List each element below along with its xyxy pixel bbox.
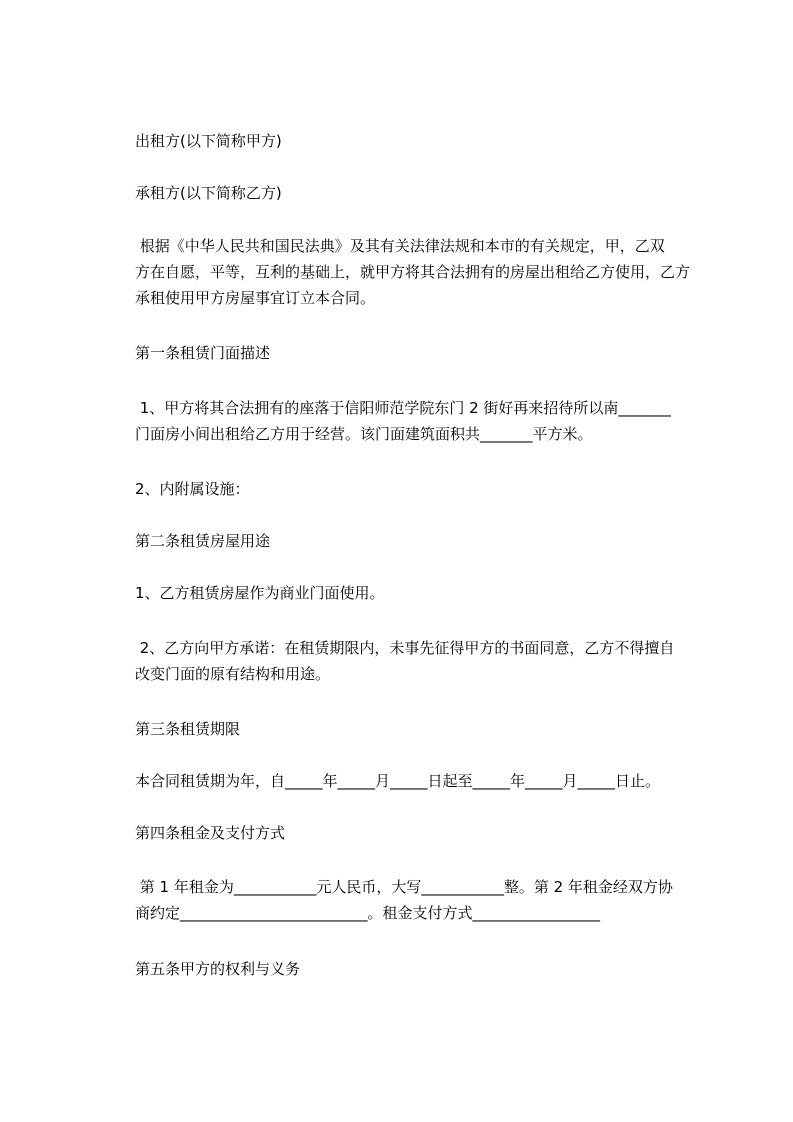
lessee-line — [135, 180, 715, 206]
text-line: 出租方(以下简称甲方) — [135, 132, 282, 150]
text-line: 2、内附属设施： — [135, 480, 250, 498]
article2-item1-paragraph — [135, 580, 715, 606]
heading-text: 第四条租金及支付方式 — [135, 824, 286, 842]
text-line: 方在自愿，平等，互利的基础上，就甲方将其合法拥有的房屋出租给乙方使用，乙方 — [135, 263, 691, 281]
article3-item1-paragraph — [135, 768, 715, 794]
article1-item1-paragraph — [135, 395, 715, 447]
article2-heading — [135, 528, 715, 554]
text-line: 1、乙方租赁房屋作为商业门面使用。 — [135, 584, 385, 602]
article4-item1-paragraph — [135, 874, 715, 926]
heading-text: 第三条租赁期限 — [135, 720, 241, 738]
text-line: 本合同租赁期为年，自_____年_____月_____日起至_____年_____月_____日止。 — [135, 772, 661, 790]
article4-heading — [135, 820, 715, 846]
article1-item2-paragraph — [135, 476, 715, 502]
heading-text: 第五条甲方的权利与义务 — [135, 960, 301, 978]
article1-heading — [135, 340, 715, 366]
preamble-paragraph — [135, 233, 715, 311]
text-line: 商约定_________________________。租金支付方式_________________ — [135, 904, 601, 922]
text-line: 第 1 年租金为___________元人民币，大写___________整。第 2 年租金经双方协 — [135, 878, 673, 896]
text-line: 门面房小间出租给乙方用于经营。该门面建筑面积共_______平方米。 — [135, 425, 593, 443]
lessor-line — [135, 128, 715, 154]
article2-item2-paragraph — [135, 635, 715, 687]
text-line: 1、甲方将其合法拥有的座落于信阳师范学院东门 2 街好再来招待所以南_______ — [135, 399, 671, 417]
text-line: 承租方(以下简称乙方) — [135, 184, 282, 202]
heading-text: 第二条租赁房屋用途 — [135, 532, 271, 550]
article3-heading — [135, 716, 715, 742]
text-line: 2、乙方向甲方承诺：在租赁期限内，未事先征得甲方的书面同意，乙方不得擅自 — [135, 639, 675, 657]
article5-heading — [135, 956, 715, 982]
heading-text: 第一条租赁门面描述 — [135, 344, 271, 362]
text-line: 改变门面的原有结构和用途。 — [135, 665, 331, 683]
text-line: 承租使用甲方房屋事宜订立本合同。 — [135, 289, 376, 307]
text-line: 根据《中华人民共和国民法典》及其有关法律法规和本市的有关规定，甲，乙双 — [135, 237, 665, 255]
